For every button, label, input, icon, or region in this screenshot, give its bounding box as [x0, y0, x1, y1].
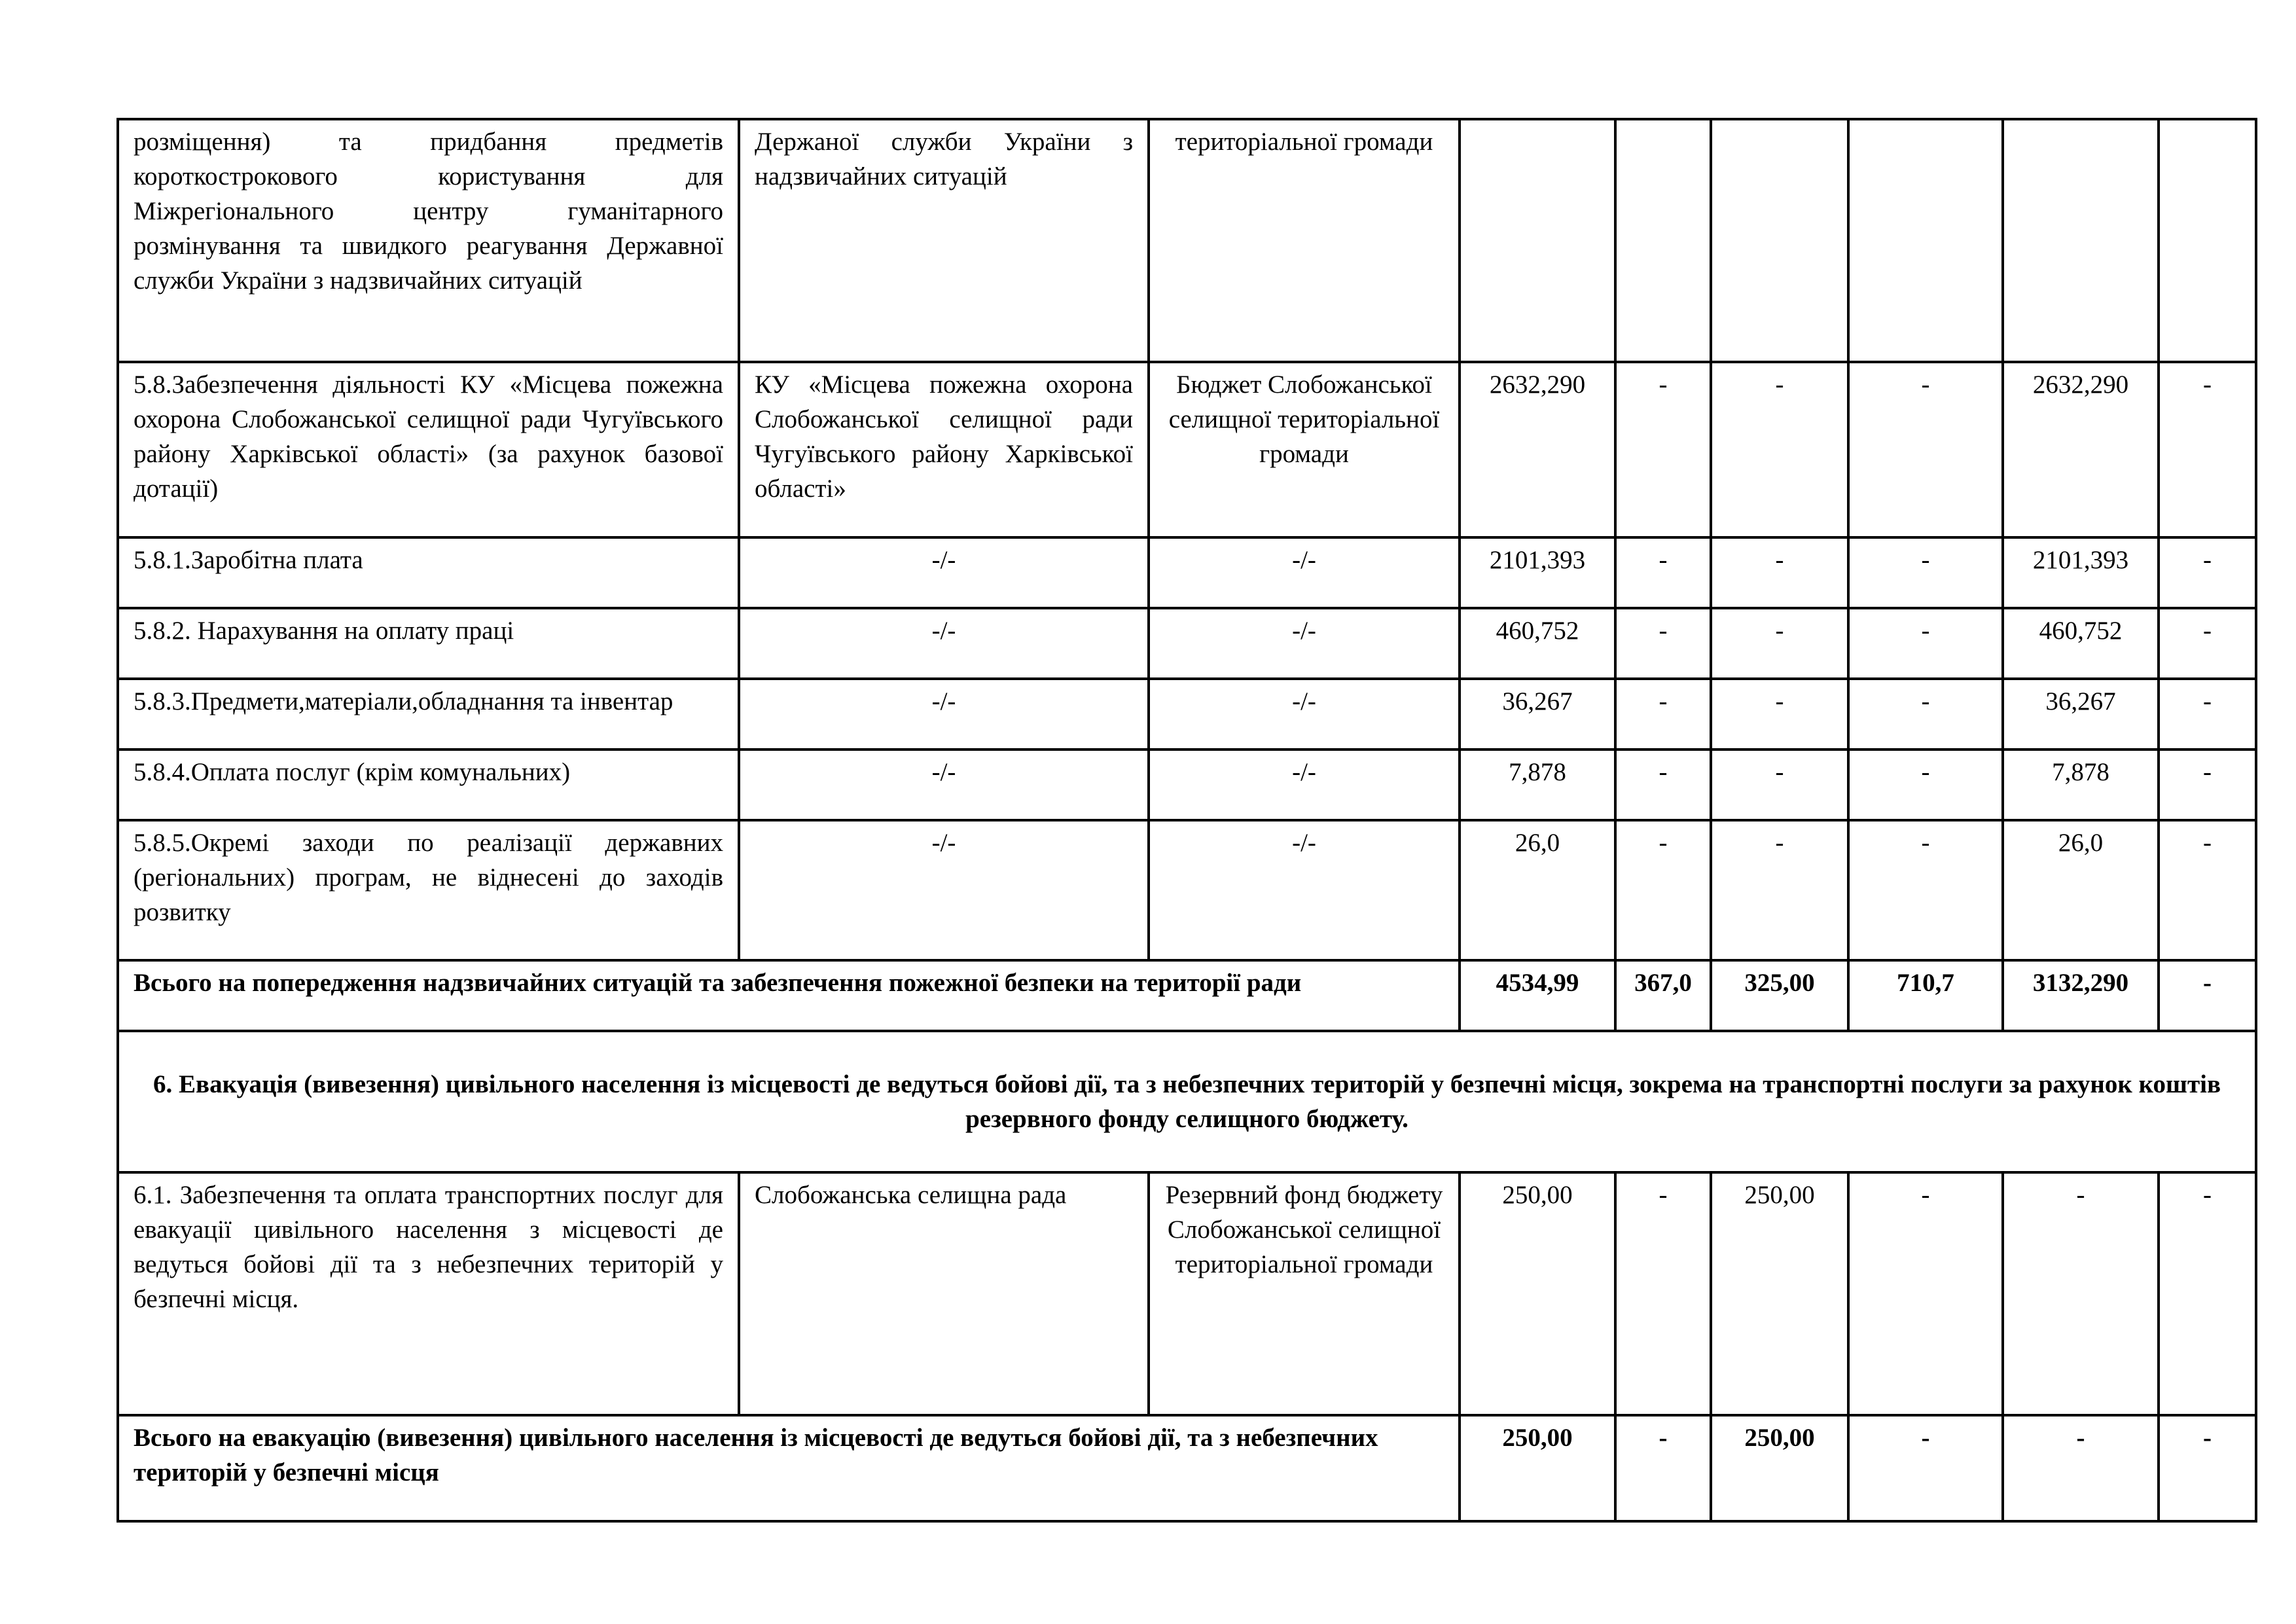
value-cell: 250,00 [1460, 1172, 1615, 1415]
funding-source-cell: територіальної громади [1149, 119, 1460, 362]
value-cell: 26,0 [2003, 820, 2159, 960]
funding-source-cell: -/- [1149, 608, 1460, 679]
value-cell: 250,00 [1711, 1415, 1848, 1521]
value-cell: 710,7 [1848, 960, 2003, 1031]
value-cell: - [1615, 679, 1711, 749]
measure-cell: 5.8.Забезпечення діяльності КУ «Місцева пожежна охорона Слобожанської селищної ради Чугуївського району Харківської області» (за рахунок базової дотації) [118, 362, 739, 537]
table-row [118, 820, 2256, 960]
value-cell: - [1615, 1415, 1711, 1521]
value-cell: - [1615, 1172, 1711, 1415]
executor-cell: -/- [739, 820, 1149, 960]
value-cell: - [1848, 608, 2003, 679]
value-cell: 26,0 [1460, 820, 1615, 960]
value-cell: - [2159, 1172, 2256, 1415]
value-cell: - [1711, 362, 1848, 537]
value-cell: 460,752 [1460, 608, 1615, 679]
funding-source-cell: Резервний фонд бюджету Слобожанської селищної територіальної громади [1149, 1172, 1460, 1415]
table-row [118, 119, 2256, 362]
total-label: Всього на евакуацію (вивезення) цивільного населення із місцевості де ведуться бойові дії, та з небезпечних територій у безпечні місця [118, 1415, 1460, 1521]
value-cell [1848, 119, 2003, 362]
value-cell: - [1711, 608, 1848, 679]
value-cell [1615, 119, 1711, 362]
value-cell: - [1711, 679, 1848, 749]
section-header-row [118, 1031, 2256, 1172]
value-cell [2003, 119, 2159, 362]
value-cell: - [2159, 679, 2256, 749]
value-cell: - [1848, 537, 2003, 608]
value-cell: - [1615, 537, 1711, 608]
total-label: Всього на попередження надзвичайних ситуацій та забезпечення пожежної безпеки на території ради [118, 960, 1460, 1031]
value-cell: 2632,290 [1460, 362, 1615, 537]
measure-cell: 5.8.1.Заробітна плата [118, 537, 739, 608]
value-cell: 4534,99 [1460, 960, 1615, 1031]
total-row [118, 960, 2256, 1031]
funding-source-cell: -/- [1149, 820, 1460, 960]
value-cell: - [2159, 749, 2256, 820]
value-cell: - [1615, 749, 1711, 820]
value-cell: 36,267 [2003, 679, 2159, 749]
value-cell: - [1848, 820, 2003, 960]
value-cell: 460,752 [2003, 608, 2159, 679]
measure-cell: 6.1. Забезпечення та оплата транспортних послуг для евакуації цивільного населення з місцевості де ведуться бойові дії та з небезпечних територій у безпечні місця. [118, 1172, 739, 1415]
value-cell: - [1615, 608, 1711, 679]
measure-cell: 5.8.5.Окремі заходи по реалізації державних (регіональних) програм, не віднесені до заходів розвитку [118, 820, 739, 960]
value-cell [1460, 119, 1615, 362]
measure-cell: 5.8.3.Предмети,матеріали,обладнання та інвентар [118, 679, 739, 749]
value-cell: - [1711, 537, 1848, 608]
table-row [118, 608, 2256, 679]
funding-source-cell: -/- [1149, 749, 1460, 820]
value-cell: 250,00 [1460, 1415, 1615, 1521]
value-cell: - [2003, 1172, 2159, 1415]
value-cell [1711, 119, 1848, 362]
value-cell: - [1711, 749, 1848, 820]
value-cell: - [1615, 820, 1711, 960]
value-cell: 2101,393 [2003, 537, 2159, 608]
measure-cell: розміщення) та придбання предметів короткострокового користування для Міжрегіонального центру гуманітарного розмінування та швидкого реагування Державної служби України з надзвичайних ситуацій [118, 119, 739, 362]
value-cell: 2101,393 [1460, 537, 1615, 608]
executor-cell: КУ «Місцева пожежна охорона Слобожанської селищної ради Чугуївського району Харківської області» [739, 362, 1149, 537]
value-cell: - [1848, 1415, 2003, 1521]
executor-cell: Держаної служби України з надзвичайних ситуацій [739, 119, 1149, 362]
table-row [118, 537, 2256, 608]
value-cell: - [2003, 1415, 2159, 1521]
value-cell: - [2159, 537, 2256, 608]
value-cell: - [1848, 362, 2003, 537]
value-cell: - [2159, 608, 2256, 679]
value-cell: 36,267 [1460, 679, 1615, 749]
measure-cell: 5.8.2. Нарахування на оплату праці [118, 608, 739, 679]
value-cell: - [1848, 679, 2003, 749]
funding-source-cell: Бюджет Слобожанської селищної територіальної громади [1149, 362, 1460, 537]
funding-source-cell: -/- [1149, 537, 1460, 608]
value-cell: - [1711, 820, 1848, 960]
value-cell: 325,00 [1711, 960, 1848, 1031]
value-cell: 3132,290 [2003, 960, 2159, 1031]
executor-cell: Слобожанська селищна рада [739, 1172, 1149, 1415]
table-row [118, 1172, 2256, 1415]
value-cell: - [1615, 362, 1711, 537]
value-cell: 250,00 [1711, 1172, 1848, 1415]
value-cell: - [2159, 960, 2256, 1031]
budget-table [117, 118, 2257, 1523]
value-cell: 367,0 [1615, 960, 1711, 1031]
value-cell [2159, 119, 2256, 362]
value-cell: - [1848, 749, 2003, 820]
value-cell: - [2159, 1415, 2256, 1521]
value-cell: - [2159, 820, 2256, 960]
table-row [118, 679, 2256, 749]
executor-cell: -/- [739, 537, 1149, 608]
table-row [118, 749, 2256, 820]
funding-source-cell: -/- [1149, 679, 1460, 749]
value-cell: - [1848, 1172, 2003, 1415]
value-cell: 7,878 [2003, 749, 2159, 820]
measure-cell: 5.8.4.Оплата послуг (крім комунальних) [118, 749, 739, 820]
value-cell: - [2159, 362, 2256, 537]
value-cell: 2632,290 [2003, 362, 2159, 537]
executor-cell: -/- [739, 608, 1149, 679]
executor-cell: -/- [739, 749, 1149, 820]
executor-cell: -/- [739, 679, 1149, 749]
total-row [118, 1415, 2256, 1521]
value-cell: 7,878 [1460, 749, 1615, 820]
table-row [118, 362, 2256, 537]
section-title: 6. Евакуація (вивезення) цивільного населення із місцевості де ведуться бойові дії, та з небезпечних територій у безпечні місця, зокрема на транспортні послуги за рахунок коштів резервного фонду селищного бюджету. [118, 1031, 2256, 1172]
